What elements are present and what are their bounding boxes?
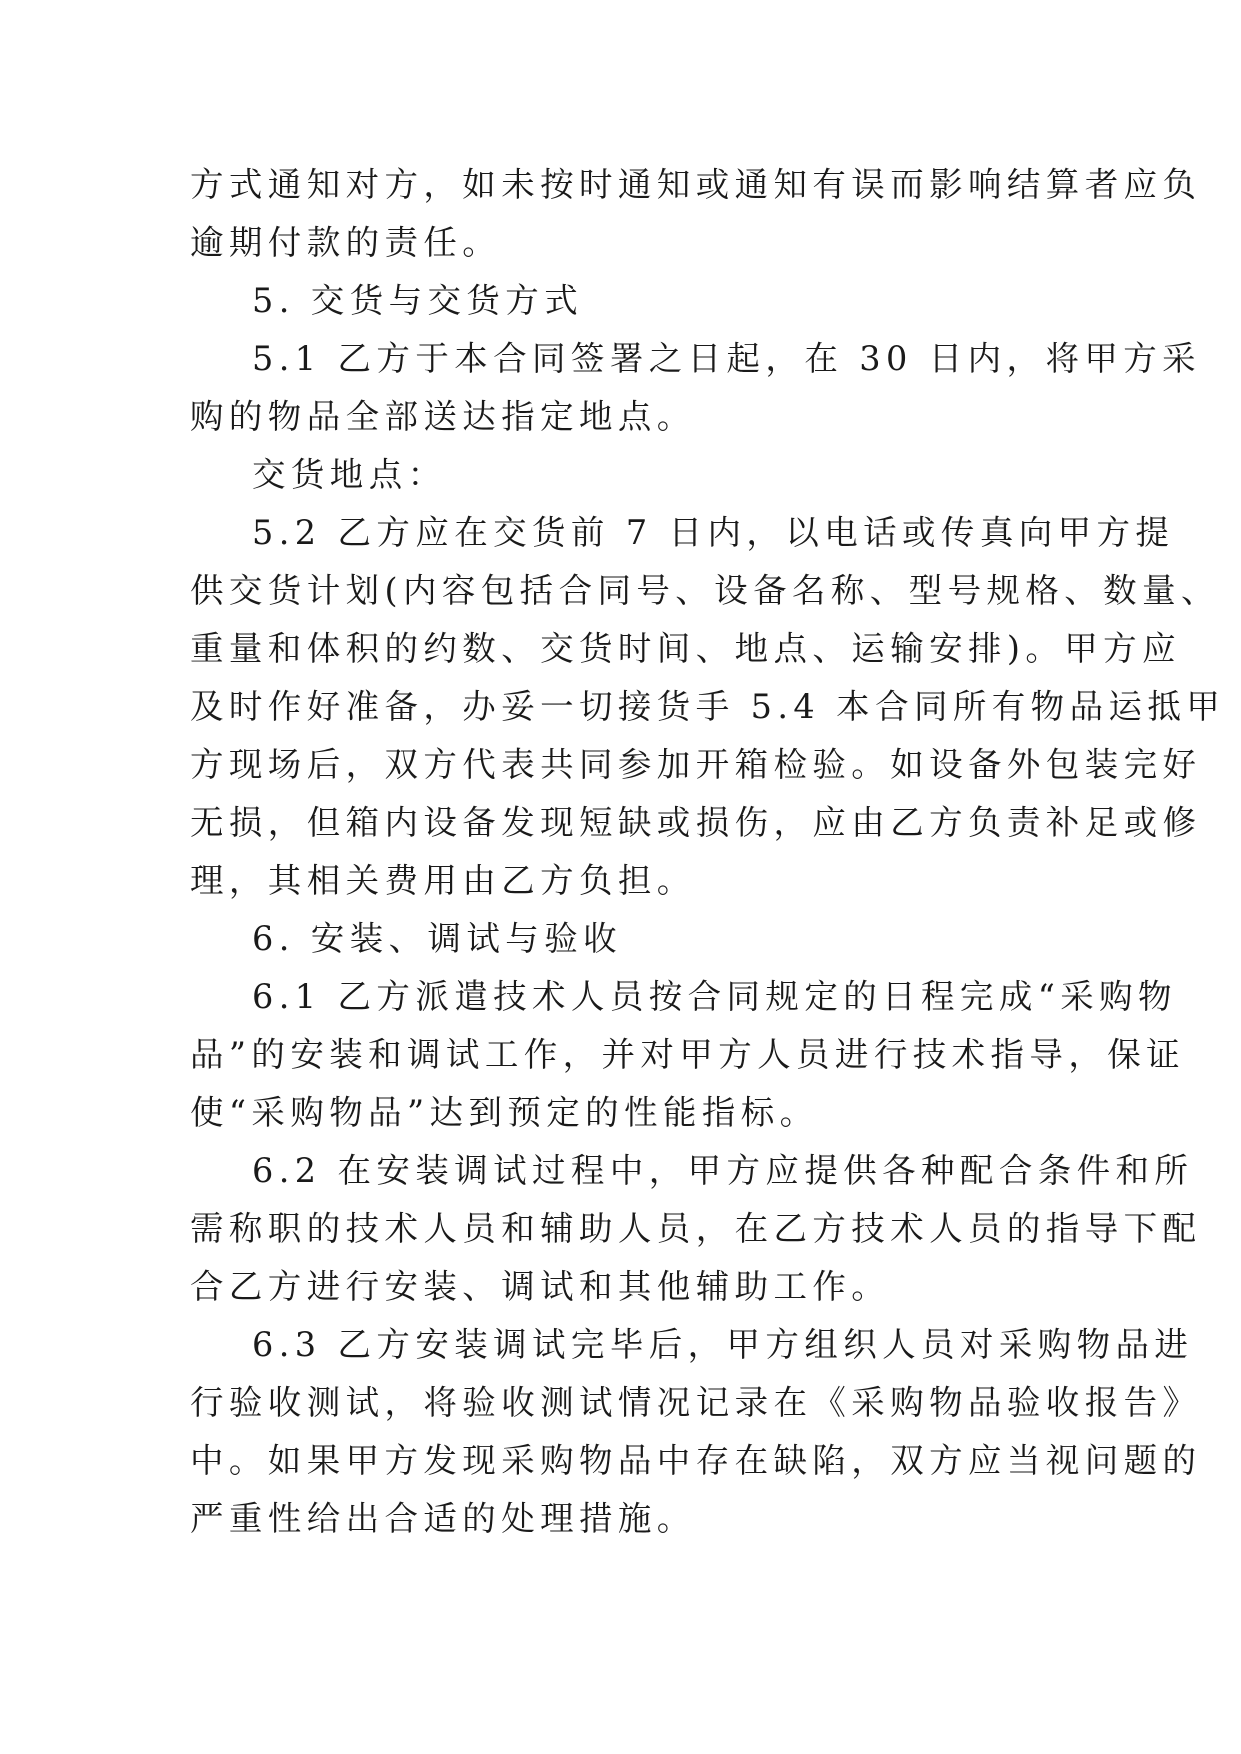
body-text-line: 逾期付款的责任。 <box>190 223 502 262</box>
body-text-line: 需称职的技术人员和辅助人员，在乙方技术人员的指导下配 <box>190 1209 1202 1248</box>
clause-5-1: 5.1 乙方于本合同签署之日起，在 30 日内，将甲方采 <box>252 339 1202 378</box>
body-text-line: 严重性给出合适的处理措施。 <box>190 1499 696 1538</box>
body-text-line: 及时作好准备，办妥一切接货手 5.4 本合同所有物品运抵甲 <box>190 687 1226 726</box>
clause-6-1: 6.1 乙方派遣技术人员按合同规定的日程完成“采购物 <box>252 977 1177 1016</box>
body-text-line: 中。如果甲方发现采购物品中存在缺陷，双方应当视问题的 <box>190 1441 1202 1480</box>
body-text-line: 使“采购物品”达到预定的性能指标。 <box>190 1093 819 1132</box>
body-text-line: 购的物品全部送达指定地点。 <box>190 397 696 436</box>
body-text-line: 方现场后，双方代表共同参加开箱检验。如设备外包装完好 <box>190 745 1202 784</box>
body-text-line: 合乙方进行安装、调试和其他辅助工作。 <box>190 1267 891 1306</box>
delivery-location-label: 交货地点： <box>252 455 447 494</box>
body-text-line: 行验收测试，将验收测试情况记录在《采购物品验收报告》 <box>190 1383 1202 1422</box>
clause-6-2: 6.2 在安装调试过程中，甲方应提供各种配合条件和所 <box>252 1151 1194 1190</box>
section-heading-6: 6. 安装、调试与验收 <box>252 919 623 958</box>
body-text-line: 方式通知对方，如未按时通知或通知有误而影响结算者应负 <box>190 165 1202 204</box>
body-text-line: 理，其相关费用由乙方负担。 <box>190 861 696 900</box>
body-text-line: 品”的安装和调试工作，并对甲方人员进行技术指导，保证 <box>190 1035 1186 1074</box>
body-text-line: 供交货计划(内容包括合同号、设备名称、型号规格、数量、 <box>190 571 1220 610</box>
body-text-line: 重量和体积的约数、交货时间、地点、运输安排)。甲方应 <box>190 629 1181 668</box>
section-heading-5: 5. 交货与交货方式 <box>252 281 584 320</box>
body-text-line: 无损，但箱内设备发现短缺或损伤，应由乙方负责补足或修 <box>190 803 1202 842</box>
clause-6-3: 6.3 乙方安装调试完毕后，甲方组织人员对采购物品进 <box>252 1325 1194 1364</box>
clause-5-2: 5.2 乙方应在交货前 7 日内，以电话或传真向甲方提 <box>252 513 1175 552</box>
